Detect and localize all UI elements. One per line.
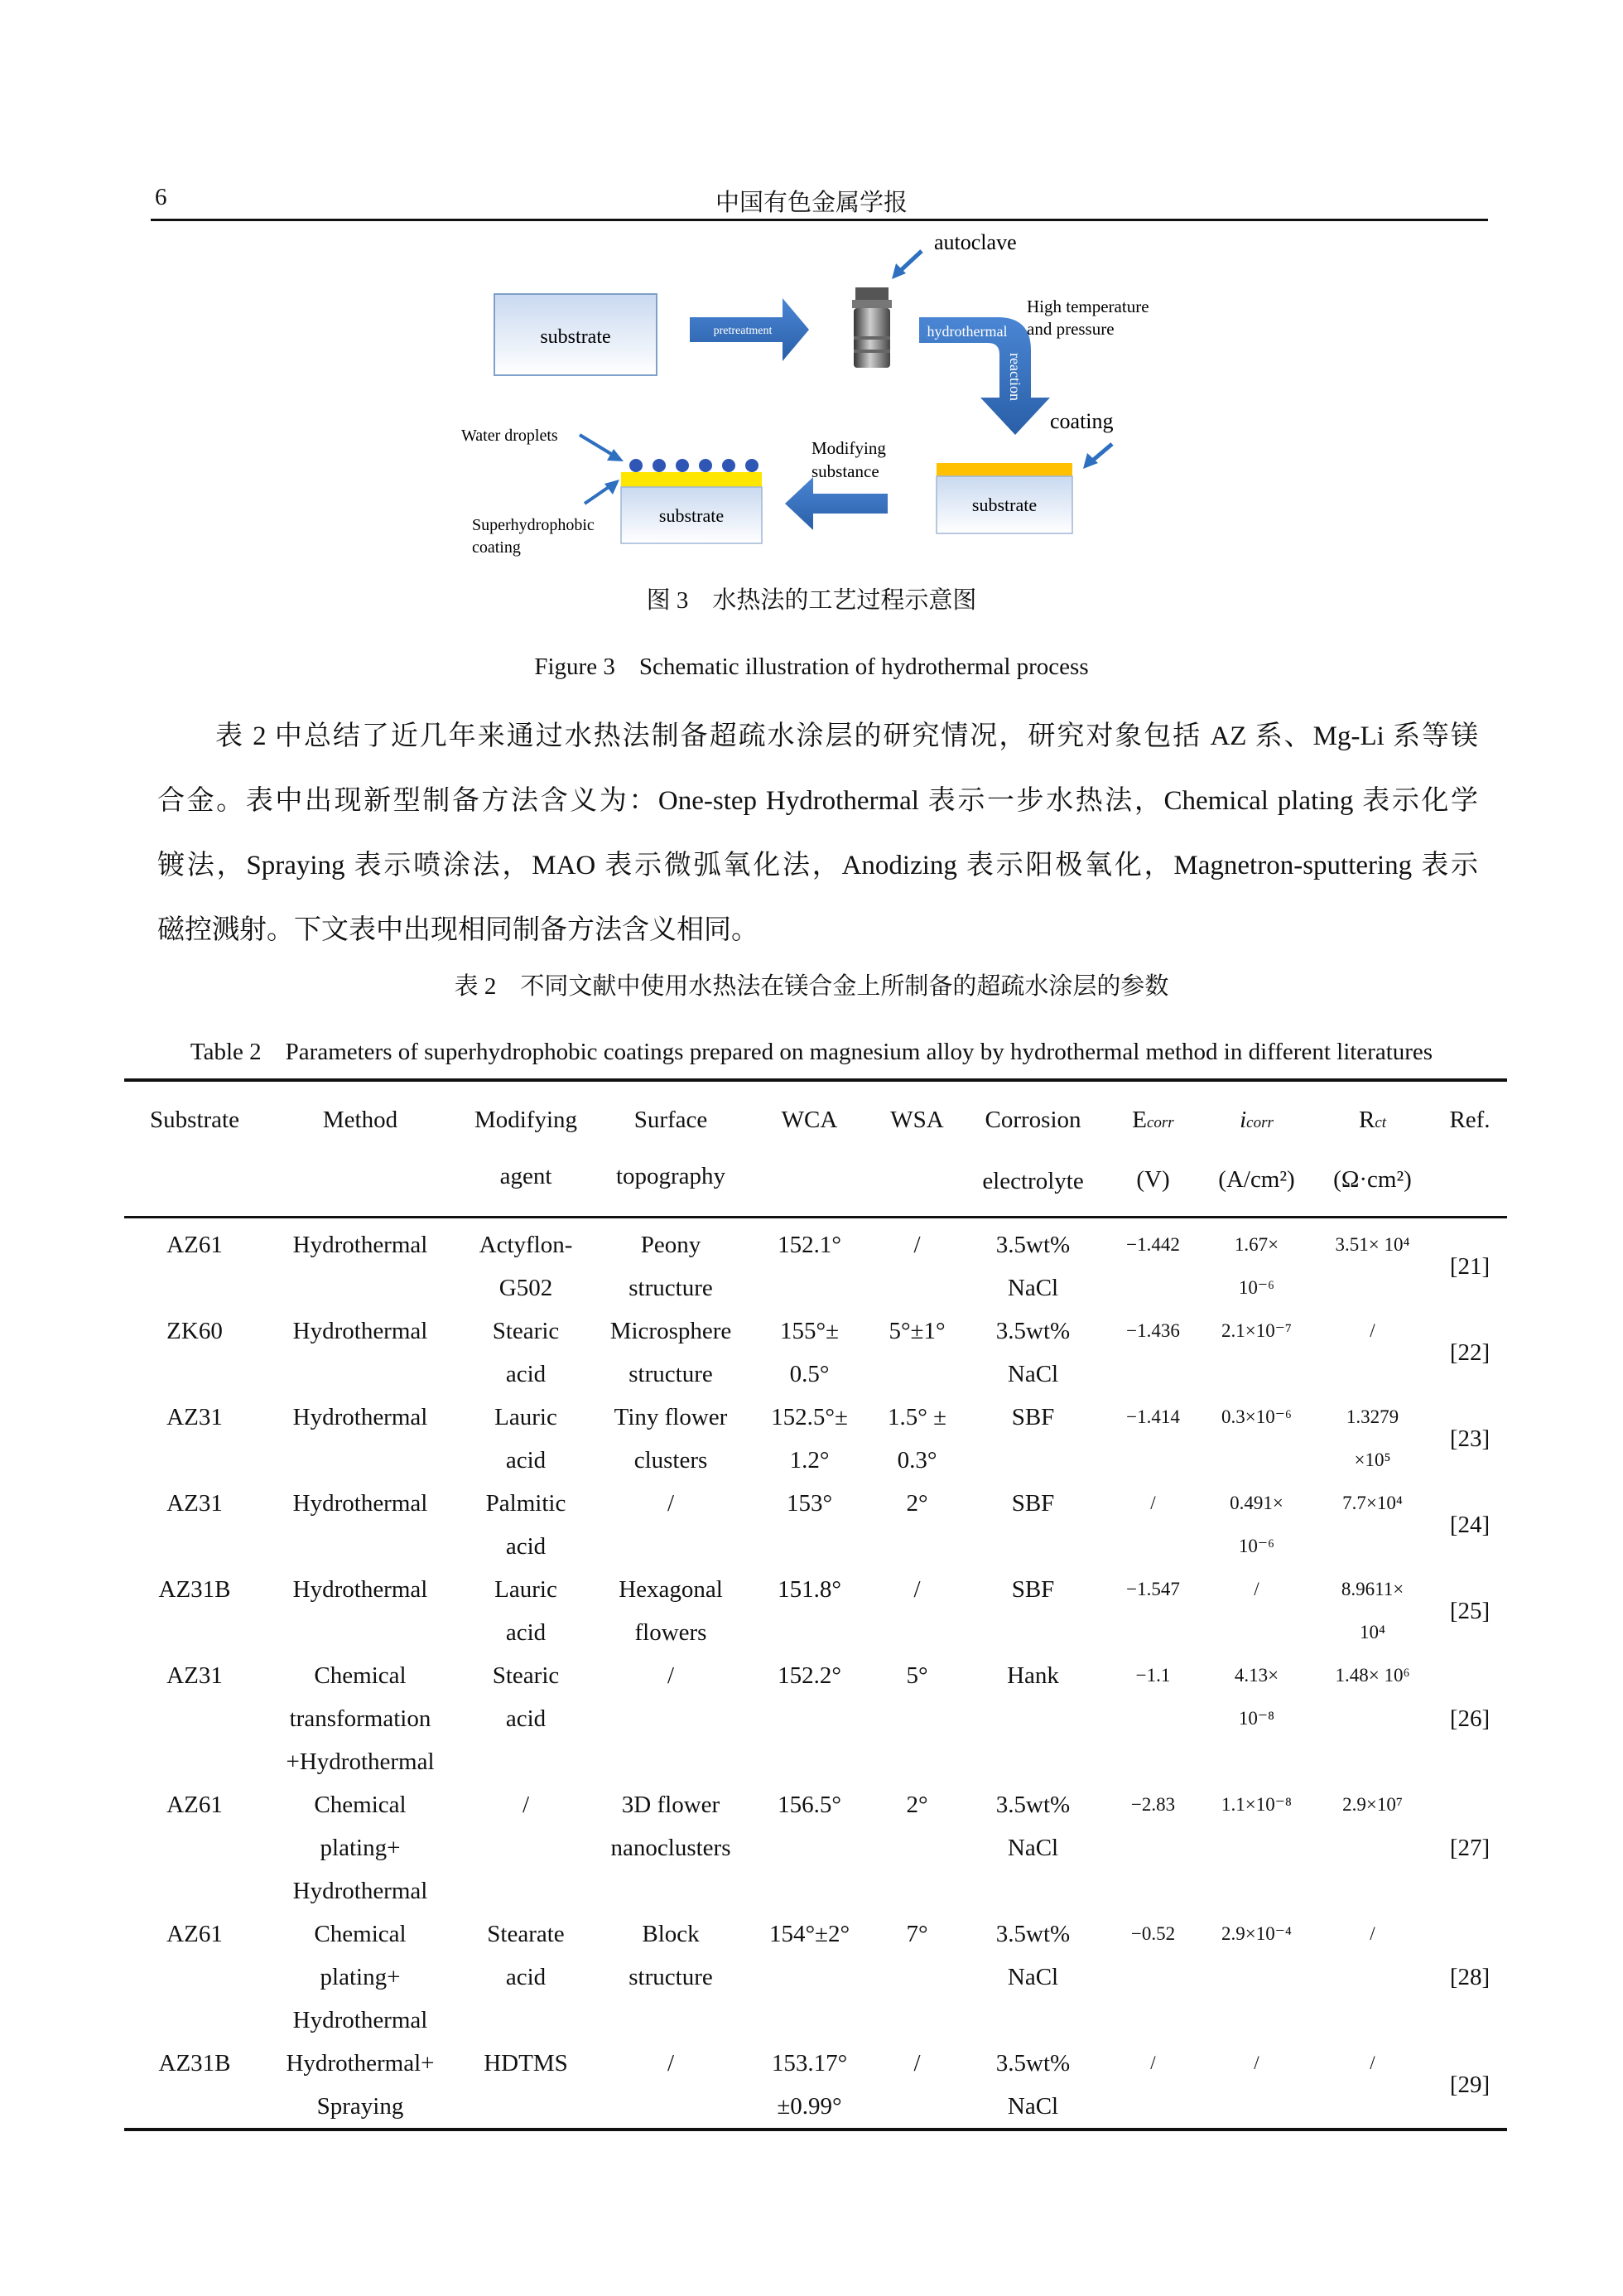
body-line: 磁控溅射。下文表中出现相同制备方法含义相同。 xyxy=(157,915,759,945)
header-surface-topography: Surface topography xyxy=(615,1107,726,1189)
high-temp-label-1: High temperature xyxy=(1027,297,1149,316)
cell-modifying-agent: Actyflon- G502 xyxy=(479,1232,573,1301)
cell-substrate: AZ61 xyxy=(166,1921,223,1947)
cell-electrolyte: SBF xyxy=(1011,1490,1055,1517)
cell-ecorr: / xyxy=(1150,2052,1156,2073)
cell-substrate: AZ31 xyxy=(166,1662,223,1689)
table-header-row xyxy=(124,1080,1507,1218)
cell-ref: [27] xyxy=(1449,1835,1491,1861)
hydrothermal-label: hydrothermal xyxy=(927,323,1008,340)
autoclave-pointer xyxy=(898,251,922,273)
droplet-pointer xyxy=(580,435,615,456)
cell-surface-topography: Microsphere structure xyxy=(609,1318,732,1387)
table-row xyxy=(124,1913,1507,2042)
cell-wsa: 5° xyxy=(906,1662,928,1689)
cell-method: Hydrothermal xyxy=(292,1318,428,1344)
reaction-label: reaction xyxy=(1007,353,1023,401)
cell-substrate: AZ31B xyxy=(158,1576,231,1603)
cell-rct: / xyxy=(1370,2052,1375,2073)
cell-modifying-agent: Lauric acid xyxy=(494,1404,557,1474)
coating-label: coating xyxy=(1050,409,1114,433)
superhydrophobic-label-2: coating xyxy=(472,538,521,557)
cell-rct: 3.51× 10⁴ xyxy=(1335,1234,1410,1255)
pretreatment-label: pretreatment xyxy=(713,325,773,337)
cell-icorr: 0.3×10⁻⁶ xyxy=(1221,1406,1292,1427)
figure-caption-cn: 图 3 水热法的工艺过程示意图 xyxy=(646,587,977,614)
cell-rct: 7.7×10⁴ xyxy=(1342,1493,1403,1513)
cell-electrolyte: 3.5wt% NaCl xyxy=(995,1792,1071,1861)
table-row xyxy=(124,1310,1507,1396)
cell-modifying-agent: / xyxy=(522,1792,530,1818)
cell-ecorr: −1.414 xyxy=(1126,1406,1180,1427)
cell-ecorr: −1.547 xyxy=(1126,1579,1180,1599)
cell-wca: 154°±2° xyxy=(768,1921,850,1947)
table-row xyxy=(124,1783,1507,1913)
cell-wca: 152.1° xyxy=(778,1232,841,1258)
cell-method: Chemical plating+ Hydrothermal xyxy=(292,1921,428,2033)
cell-rct: 8.9611× 10⁴ xyxy=(1341,1579,1404,1642)
table-caption-en: Table 2 Parameters of superhydrophobic coatings prepared on magnesium alloy by hydrothermal method in different literatures xyxy=(190,1039,1433,1065)
cell-surface-topography: Hexagonal flowers xyxy=(619,1576,723,1646)
header-corrosion-electrolyte: Corrosion electrolyte xyxy=(982,1107,1084,1194)
autoclave-icon xyxy=(852,287,892,368)
body-line: 合金。表中出现新型制备方法含义为：One-step Hydrothermal 表示一步水热法，Chemical plating 表示化学 xyxy=(157,786,1478,816)
header-modifying-agent: Modifying agent xyxy=(474,1107,578,1189)
cell-wsa: / xyxy=(913,1232,921,1258)
cell-electrolyte: 3.5wt% NaCl xyxy=(995,2050,1071,2120)
cell-ref: [28] xyxy=(1449,1964,1491,1990)
cell-electrolyte: Hank xyxy=(1007,1662,1059,1689)
cell-method: Hydrothermal xyxy=(292,1404,428,1430)
cell-substrate: AZ31B xyxy=(158,2050,231,2077)
cell-wsa: 1.5° ± 0.3° xyxy=(887,1404,946,1474)
cell-wsa: 7° xyxy=(906,1921,928,1947)
cell-electrolyte: SBF xyxy=(1011,1404,1055,1430)
final-substrate-label: substrate xyxy=(658,505,725,526)
table-row xyxy=(124,1218,1507,1310)
cell-wca: 153° xyxy=(786,1490,833,1517)
cell-icorr: 4.13× 10⁻⁸ xyxy=(1234,1665,1279,1729)
cell-electrolyte: 3.5wt% NaCl xyxy=(995,1921,1071,1990)
header-substrate: Substrate xyxy=(150,1107,239,1133)
body-line: 表 2 中总结了近几年来通过水热法制备超疏水涂层的研究情况，研究对象包括 AZ 系、Mg-Li 系等镁 xyxy=(157,721,1478,751)
cell-substrate: AZ31 xyxy=(166,1490,223,1517)
header-ecorr: Ecorr (V) xyxy=(1132,1107,1174,1193)
cell-modifying-agent: Lauric acid xyxy=(494,1576,557,1646)
table-row xyxy=(124,2042,1507,2130)
cell-icorr: / xyxy=(1254,2052,1259,2073)
superhydrophobic-layer xyxy=(621,472,762,487)
cell-wsa: 5°±1° xyxy=(889,1318,946,1344)
cell-substrate: AZ31 xyxy=(166,1404,223,1430)
cell-icorr: / xyxy=(1254,1579,1259,1599)
table-row xyxy=(124,1654,1507,1783)
high-temp-label-2: and pressure xyxy=(1027,319,1115,339)
cell-ref: [24] xyxy=(1449,1512,1491,1538)
cell-ecorr: −2.83 xyxy=(1130,1794,1176,1815)
header-wca: WCA xyxy=(781,1107,838,1133)
cell-ecorr: −1.436 xyxy=(1126,1320,1180,1341)
cell-ecorr: −1.442 xyxy=(1126,1234,1180,1255)
page-number: 6 xyxy=(155,184,167,210)
cell-substrate: AZ61 xyxy=(166,1792,223,1818)
table-row xyxy=(124,1482,1507,1568)
yellow-coating-layer xyxy=(937,463,1072,476)
cell-ref: [21] xyxy=(1449,1253,1491,1280)
cell-method: Chemical plating+ Hydrothermal xyxy=(292,1792,428,1904)
cell-wsa: / xyxy=(913,1576,921,1603)
cell-surface-topography: / xyxy=(667,1490,675,1517)
modifying-label-2: substance xyxy=(812,461,879,481)
cell-ref: [22] xyxy=(1449,1339,1491,1366)
autoclave-label: autoclave xyxy=(934,230,1017,254)
cell-modifying-agent: Stearate acid xyxy=(487,1921,565,1990)
coating-pointer-2 xyxy=(585,485,611,504)
cell-wca: 155°± 0.5° xyxy=(779,1318,839,1387)
cell-substrate: AZ61 xyxy=(166,1232,223,1258)
cell-icorr: 1.67× 10⁻⁶ xyxy=(1234,1234,1279,1298)
cell-icorr: 2.1×10⁻⁷ xyxy=(1221,1320,1292,1341)
cell-ref: [26] xyxy=(1449,1705,1491,1732)
cell-rct: / xyxy=(1370,1923,1375,1944)
cell-surface-topography: 3D flower nanoclusters xyxy=(610,1792,731,1861)
cell-wsa: 2° xyxy=(906,1490,928,1517)
header-method: Method xyxy=(322,1107,398,1133)
cell-surface-topography: / xyxy=(667,1662,675,1689)
cell-surface-topography: Tiny flower clusters xyxy=(614,1404,728,1474)
cell-wca: 151.8° xyxy=(778,1576,841,1603)
cell-icorr: 0.491× 10⁻⁶ xyxy=(1230,1493,1283,1556)
cell-ecorr: / xyxy=(1150,1493,1156,1513)
superhydrophobic-label-1: Superhydrophobic xyxy=(472,516,595,534)
hydrothermal-process-figure xyxy=(431,228,1176,567)
table-caption-cn: 表 2 不同文献中使用水热法在镁合金上所制备的超疏水涂层的参数 xyxy=(454,973,1169,1000)
cell-electrolyte: 3.5wt% NaCl xyxy=(995,1232,1071,1301)
cell-icorr: 2.9×10⁻⁴ xyxy=(1221,1923,1292,1944)
water-droplets-label: Water droplets xyxy=(461,427,558,445)
cell-method: Hydrothermal xyxy=(292,1490,428,1517)
cell-rct: 2.9×10⁷ xyxy=(1342,1794,1403,1815)
cell-method: Hydrothermal xyxy=(292,1576,428,1603)
header-rule xyxy=(151,219,1488,221)
journal-title: 中国有色金属学报 xyxy=(715,190,908,216)
body-line: 镀法，Spraying 表示喷涂法，MAO 表示微弧氧化法，Anodizing 表示阳极氧化，Magnetron-sputtering 表示 xyxy=(157,851,1478,880)
cell-substrate: ZK60 xyxy=(166,1318,223,1344)
cell-modifying-agent: Stearic acid xyxy=(492,1318,560,1387)
coated-substrate-label: substrate xyxy=(971,494,1038,515)
cell-surface-topography: Peony structure xyxy=(628,1232,713,1301)
water-droplets xyxy=(629,459,759,472)
cell-rct: 1.48× 10⁶ xyxy=(1335,1665,1410,1686)
modifying-arrow xyxy=(785,477,888,530)
cell-wca: 153.17° ±0.99° xyxy=(771,2050,848,2120)
cell-wca: 152.5°± 1.2° xyxy=(771,1404,848,1474)
cell-modifying-agent: HDTMS xyxy=(484,2050,568,2077)
cell-ecorr: −1.1 xyxy=(1135,1665,1171,1686)
header-wsa: WSA xyxy=(890,1107,944,1133)
cell-method: Hydrothermal xyxy=(292,1232,428,1258)
table-row xyxy=(124,1396,1507,1482)
cell-wca: 152.2° xyxy=(778,1662,841,1689)
cell-ref: [25] xyxy=(1449,1598,1491,1624)
cell-method: Chemical transformation +Hydrothermal xyxy=(286,1662,435,1775)
body-paragraph xyxy=(157,704,1478,962)
cell-method: Hydrothermal+ Spraying xyxy=(286,2050,435,2120)
cell-modifying-agent: Stearic acid xyxy=(492,1662,560,1732)
cell-modifying-agent: Palmitic acid xyxy=(485,1490,566,1560)
cell-wsa: 2° xyxy=(906,1792,928,1818)
cell-icorr: 1.1×10⁻⁸ xyxy=(1221,1794,1292,1815)
cell-ref: [23] xyxy=(1449,1425,1491,1452)
figure-caption-en: Figure 3 Schematic illustration of hydrothermal process xyxy=(534,654,1089,680)
cell-rct: 1.3279 ×10⁵ xyxy=(1346,1406,1399,1470)
table-row xyxy=(124,1568,1507,1654)
cell-wca: 156.5° xyxy=(778,1792,841,1818)
modifying-label-1: Modifying xyxy=(812,438,886,458)
header-icorr: icorr (A/cm²) xyxy=(1218,1107,1295,1193)
cell-surface-topography: Block structure xyxy=(628,1921,713,1990)
cell-ecorr: −0.52 xyxy=(1130,1923,1176,1944)
header-rct: Rct (Ω·cm²) xyxy=(1333,1107,1412,1193)
cell-electrolyte: SBF xyxy=(1011,1576,1055,1603)
substrate-label: substrate xyxy=(540,326,611,348)
parameters-table xyxy=(124,1078,1507,2131)
cell-ref: [29] xyxy=(1449,2072,1491,2098)
cell-electrolyte: 3.5wt% NaCl xyxy=(995,1318,1071,1387)
cell-wsa: / xyxy=(913,2050,921,2077)
cell-surface-topography: / xyxy=(667,2050,675,2077)
header-ref: Ref. xyxy=(1449,1107,1491,1133)
cell-rct: / xyxy=(1370,1320,1375,1341)
